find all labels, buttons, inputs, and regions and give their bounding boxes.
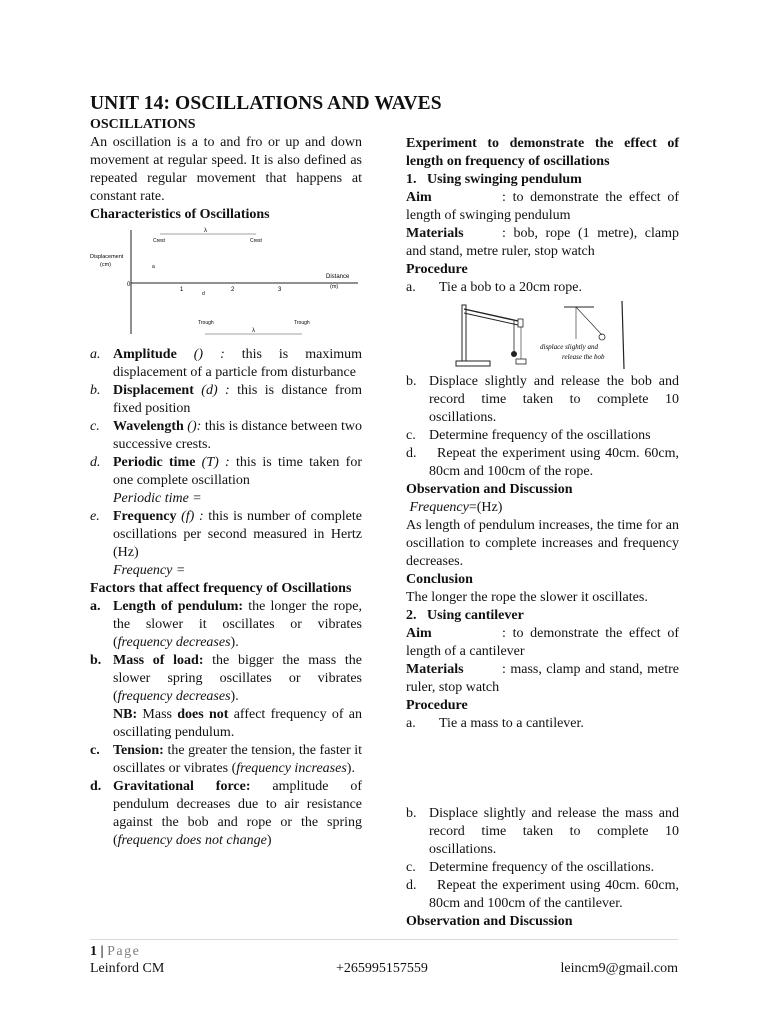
- pendulum-caption-line2: release the bob: [562, 353, 605, 361]
- term: Mass of load:: [113, 653, 204, 668]
- frequency-formula: Frequency =: [113, 563, 186, 578]
- symbol: (T): [195, 455, 226, 470]
- aim-1: [406, 189, 679, 225]
- procedure-1-step-d: [406, 445, 679, 481]
- footer-email: leincm9@gmail.com: [560, 961, 678, 976]
- aim-label: Aim: [406, 626, 432, 641]
- pendulum-bob: [511, 351, 517, 357]
- lambda-bottom-label: λ: [252, 328, 255, 334]
- footer-divider: [90, 939, 678, 940]
- section-heading: OSCILLATIONS: [90, 117, 196, 132]
- effect: frequency increases: [236, 761, 347, 776]
- list-marker: a.: [90, 599, 101, 614]
- materials-label: Materials: [406, 226, 464, 241]
- step-text: Determine frequency of the oscillations: [429, 428, 651, 443]
- term: Displacement: [113, 383, 194, 398]
- definition: this is number of complete oscillations per second measured in Hertz (Hz): [113, 509, 362, 560]
- page-number-separator: |: [97, 944, 108, 959]
- procedure-1-step-b: [406, 373, 679, 427]
- effect: frequency decreases: [117, 689, 231, 704]
- definition: this is distance between two successive crests.: [113, 419, 362, 452]
- conclusion-text: The longer the rope the slower it oscillates.: [406, 590, 648, 605]
- term: Tension:: [113, 743, 164, 758]
- procedure-2-step-b: [406, 805, 679, 859]
- step-text: Determine frequency of the oscillations.: [429, 860, 655, 875]
- section-1-heading: 1. Using swinging pendulum: [406, 172, 582, 187]
- symbol: ():: [183, 419, 202, 434]
- separator: :: [225, 455, 230, 470]
- tick-label-3: 3: [278, 287, 282, 293]
- wave-diagram: [90, 226, 362, 338]
- page-word: Page: [107, 944, 141, 959]
- step-text: Repeat the experiment using 40cm. 60cm, 80cm and 100cm of the cantilever.: [429, 878, 679, 911]
- page-title: UNIT 14: OSCILLATIONS AND WAVES: [90, 93, 442, 114]
- procedure-2-step-a: [406, 715, 679, 733]
- frequency-formula-line: [406, 499, 679, 517]
- list-marker: a.: [90, 347, 101, 362]
- factor-length: [90, 598, 362, 652]
- trough-label-1: Trough: [198, 320, 214, 326]
- factor-tension: [90, 742, 362, 778]
- right-column: [406, 135, 679, 931]
- origin-label: 0: [127, 282, 131, 288]
- list-marker: e.: [90, 509, 100, 524]
- materials-label: Materials: [406, 662, 464, 677]
- characteristics-heading: Characteristics of Oscillations: [90, 207, 270, 222]
- observation-1-text: As length of pendulum increases, the time for an oscillation to complete increases and frequency decreases.: [406, 518, 679, 569]
- separator: :: [225, 383, 230, 398]
- list-marker: b.: [90, 383, 101, 398]
- list-marker: b.: [406, 806, 417, 821]
- displacement-label: d: [202, 291, 205, 297]
- characteristic-frequency: [90, 508, 362, 562]
- list-marker: d.: [406, 446, 417, 461]
- crest-label-2: Crest: [250, 238, 262, 244]
- list-marker: d.: [406, 878, 417, 893]
- procedure-1-step-c: [406, 427, 679, 445]
- step-text: Displace slightly and release the bob and record time taken to complete 10 oscillations.: [429, 374, 679, 425]
- list-marker: a.: [406, 716, 416, 731]
- term: Gravitational force:: [113, 779, 251, 794]
- description: the longer the rope, the slower it oscillates or vibrates (: [113, 599, 362, 650]
- materials-text: : mass, clamp and stand, metre ruler, stop watch: [406, 662, 679, 695]
- page-number: [90, 943, 140, 961]
- materials-text: : bob, rope (1 metre), clamp and stand, metre ruler, stop watch: [406, 226, 679, 259]
- list-marker: c.: [90, 419, 100, 434]
- step-text: Displace slightly and release the mass and record time taken to complete 10 oscillations.: [429, 806, 679, 857]
- crest-label-1: Crest: [153, 238, 165, 244]
- tick-label-2: 2: [231, 287, 235, 293]
- experiment-heading: Experiment to demonstrate the effect of length on frequency of oscillations: [406, 136, 679, 169]
- procedure-2-step-d: [406, 877, 679, 913]
- characteristic-displacement: [90, 382, 362, 418]
- observation-2-heading: Observation and Discussion: [406, 914, 573, 929]
- list-marker: b.: [406, 374, 417, 389]
- amplitude-label: a: [152, 264, 155, 270]
- nb-emphasis: does not: [177, 707, 229, 722]
- definition: this is maximum displacement of a particle from disturbance: [113, 347, 363, 380]
- list-marker: c.: [90, 743, 100, 758]
- footer-author: Leinford CM: [90, 961, 165, 976]
- list-marker: c.: [406, 428, 416, 443]
- footer-phone: +265995157559: [336, 961, 428, 976]
- description: the greater the tension, the faster it oscillates or vibrates (: [113, 743, 362, 776]
- pendulum-caption-line1: displace slightly and: [540, 343, 598, 351]
- x-axis-unit: (m): [330, 284, 339, 290]
- nb-note: [90, 706, 362, 742]
- term: Amplitude: [113, 347, 177, 362]
- x-axis-label: Distance: [326, 274, 350, 280]
- factor-gravity: [90, 778, 362, 850]
- intro-paragraph: An oscillation is a to and fro or up and down movement at regular speed. It is also defined as repeated regular movement that happens at constant rate.: [90, 135, 362, 204]
- tick-label-1: 1: [180, 287, 184, 293]
- aim-label: Aim: [406, 190, 432, 205]
- nb-text-end: affect frequency of an oscillating pendulum.: [113, 707, 362, 740]
- procedure-1-step-a: [406, 279, 679, 297]
- definition: this is time taken for one complete oscillation: [113, 455, 362, 488]
- definition: this is distance from fixed position: [113, 383, 363, 416]
- list-marker: d.: [90, 455, 101, 470]
- closing: ).: [346, 761, 355, 776]
- aim-text: : to demonstrate the effect of length of swinging pendulum: [406, 190, 679, 223]
- materials-1: [406, 225, 679, 261]
- closing: ).: [230, 689, 239, 704]
- separator: :: [198, 509, 204, 524]
- step-text: Tie a mass to a cantilever.: [439, 716, 584, 731]
- conclusion-heading: Conclusion: [406, 572, 473, 587]
- closing: ).: [230, 635, 239, 650]
- periodic-time-formula: Periodic time =: [113, 491, 202, 506]
- step-text: Tie a bob to a 20cm rope.: [439, 280, 582, 295]
- cantilever-figure-space: [406, 733, 679, 805]
- lambda-top-label: λ: [204, 228, 207, 234]
- step-text: Repeat the experiment using 40cm. 60cm, 80cm and 100cm of the rope.: [429, 446, 679, 479]
- symbol: (f): [176, 509, 199, 524]
- term: Wavelength: [113, 419, 184, 434]
- separator: :: [220, 347, 225, 362]
- factors-heading: Factors that affect frequency of Oscillations: [90, 581, 352, 596]
- description: the bigger the mass the slower spring oscillates or vibrates (: [113, 653, 362, 704]
- left-column: [90, 116, 362, 850]
- effect: frequency decreases: [117, 635, 231, 650]
- section-2-heading: 2. Using cantilever: [406, 608, 524, 623]
- frequency-word: Frequency: [409, 500, 469, 515]
- description: amplitude of pendulum decreases due to air resistance against the bob and rope or the spring (: [113, 779, 362, 848]
- y-axis-label: Displacement: [90, 254, 124, 260]
- list-marker: d.: [90, 779, 102, 794]
- aim-2: [406, 625, 679, 661]
- symbol: (d): [193, 383, 226, 398]
- procedure-2-heading: Procedure: [406, 698, 468, 713]
- materials-2: [406, 661, 679, 697]
- observation-1-heading: Observation and Discussion: [406, 482, 573, 497]
- term: Frequency: [113, 509, 177, 524]
- pendulum-diagram: [406, 299, 679, 373]
- factor-mass: [90, 652, 362, 706]
- nb-label: NB:: [113, 707, 138, 722]
- term: Length of pendulum:: [113, 599, 244, 614]
- effect: frequency does not change: [117, 833, 267, 848]
- closing: ): [266, 833, 272, 848]
- procedure-2-step-c: [406, 859, 679, 877]
- symbol: (): [176, 347, 221, 362]
- characteristic-periodic-time: [90, 454, 362, 490]
- list-marker: b.: [90, 653, 102, 668]
- procedure-1-heading: Procedure: [406, 262, 468, 277]
- frequency-unit: =(Hz): [468, 500, 503, 515]
- characteristic-amplitude: [90, 346, 362, 382]
- nb-text: Mass: [137, 707, 178, 722]
- list-marker: a.: [406, 280, 416, 295]
- term: Periodic time: [113, 455, 196, 470]
- list-marker: c.: [406, 860, 416, 875]
- y-axis-unit: (cm): [100, 262, 111, 268]
- page-number-value: 1: [90, 944, 97, 959]
- trough-label-2: Trough: [294, 320, 310, 326]
- aim-text: : to demonstrate the effect of length of a cantilever: [406, 626, 679, 659]
- characteristic-wavelength: [90, 418, 362, 454]
